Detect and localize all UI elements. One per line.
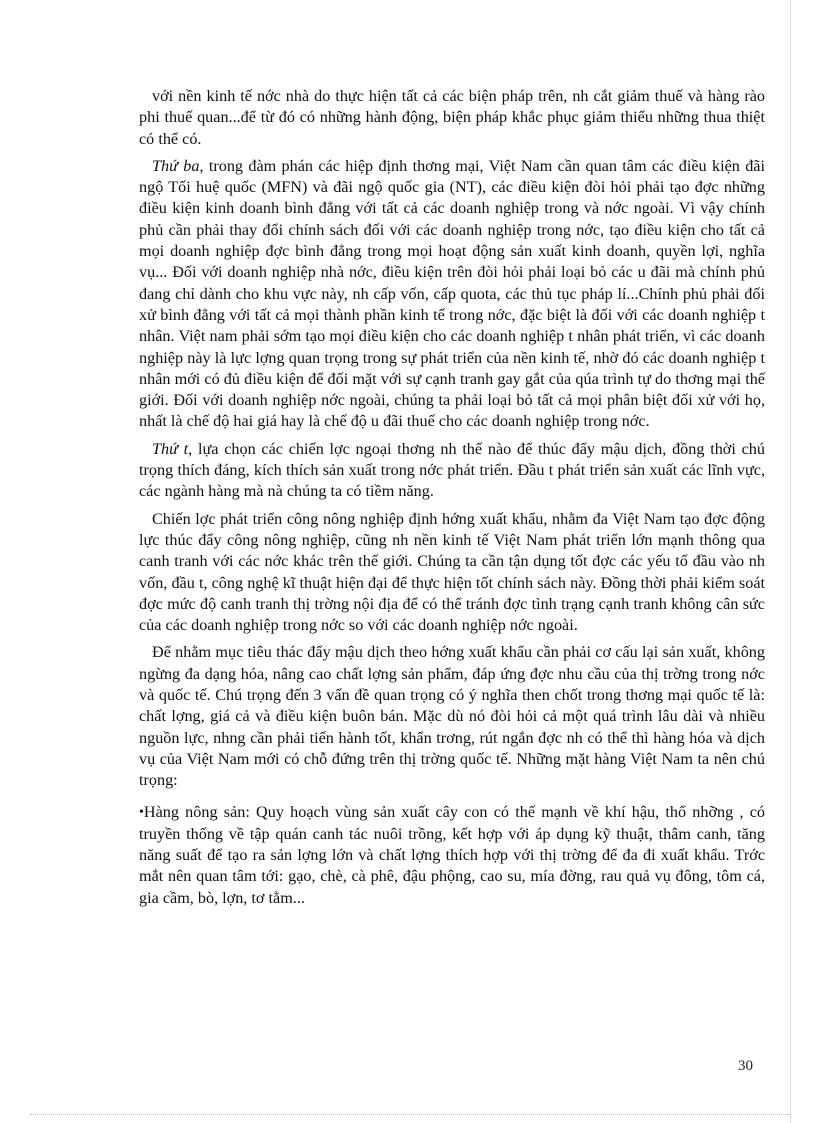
- paragraph-4-text: Chiến lợc phát triển công nông nghiệp định hớng xuất khẩu, nhằm đa Việt Nam tạo đợc động lực thúc đẩy công nông nghiệp, cũng nh nền kinh tế Việt Nam phát triển lớn mạnh thông qua canh tranh với các nớc khác trên thế giới. Chúng ta cần tận dụng tốt đợc các yếu tố đầu vào nh vốn, đầu t, công nghệ kĩ thuật hiện đại để thực hiện tốt chính sách này. Đồng thời phải kiểm soát đợc mức độ canh tranh thị trờng nội địa để có thể tránh đợc tình trạng cạnh tranh không cân sức của các doanh nghiệp trong nớc so với các doanh nghiệp nớc ngoài.: [139, 509, 765, 635]
- page-number: 30: [738, 1058, 753, 1074]
- bullet-item-text: Hàng nông sản: Quy hoạch vùng sản xuất cây con có thế mạnh về khí hậu, thổ nhỡng , có truyền thống về tập quán canh tác nuôi trồng, kết hợp với áp dụng kỹ thuật, thâm canh, tăng năng suất để tạo ra sản lợng lớn và chất lợng thích hợp với thị trờng để đa đi xuất khẩu. Trớc mắt nên quan tâm tới: gạo, chè, cà phê, đậu phộng, cao su, mía đờng, rau quả vụ đông, tôm cá, gia cầm, bò, lợn, tơ tằm...: [139, 802, 765, 907]
- bullet-item-agricultural-products: [139, 802, 765, 909]
- side-dotted-rule: [790, 0, 791, 1123]
- paragraph-5-text: Để nhằm mục tiêu thác đẩy mậu dịch theo hớng xuất khẩu cần phải cơ cấu lại sản xuất, không ngừng đa dạng hóa, nâng cao chất lợng sản phẩm, đáp ứng đợc nhu cầu của thị trờng trong nớc và quốc tế. Chú trọng đến 3 vấn đề quan trọng có ý nghĩa then chốt trong thơng mại quốc tế là: chất lợng, giá cả và điều kiện buôn bán. Mặc dù nó đòi hỏi cả một quá trình lâu dài và nhiều nguồn lực, nhng cần phải tiến hành tốt, khẩn trơng, rút ngắn đợc nh có thể thì hàng hóa và dịch vụ của Việt Nam mới có chỗ đứng trên thị trờng quốc tế. Những mặt hàng Việt Nam ta nên chú trọng:: [139, 643, 765, 790]
- paragraph-4: [139, 509, 765, 637]
- paragraph-3-lead: Thứ t,: [152, 439, 193, 458]
- paragraph-3-text: lựa chọn các chiến lợc ngoại thơng nh thế nào để thúc đẩy mậu dịch, đồng thời chú trọng thích đáng, kích thích sản xuất trong nớc phát triển. Đầu t phát triển sản xuất các lĩnh vực, các ngành hàng mà nà chúng ta có tiềm năng.: [139, 439, 765, 501]
- paragraph-2: [139, 156, 765, 433]
- paragraph-2-lead: Thứ ba: [152, 156, 200, 175]
- paragraph-2-text: , trong đàm phán các hiệp định thơng mại, Việt Nam cần quan tâm các điều kiện đãi ngộ Tối huệ quốc (MFN) và đãi ngộ quốc gia (NT), các điều kiện đòi hỏi phải tạo đợc những điều kiện kinh doanh bình đẳng với tất cả các doanh nghiệp trong và nớc ngoài. Vì vậy chính phủ cần phải thay đổi chính sách đối với các doanh nghiệp trong nớc, tạo điều kiện cho tất cả mọi doanh nghiệp đợc bình đẳng trong mọi hoạt động sản xuất kinh doanh, quyền lợi, nghĩa vụ... Đối với doanh nghiệp nhà nớc, điều kiện trên đòi hỏi phải loại bỏ các u đãi mà chính phủ đang chỉ dành cho khu vực này, nh cấp vốn, cấp quota, các thủ tục pháp lí...Chính phủ phải đối xử bình đẳng với tất cả mọi thành phần kinh tế trong nớc, đặc biệt là đối với các doanh nghiệp t nhân. Việt nam phải sớm tạo mọi điều kiện cho các doanh nghiệp t nhân phát triển, vì các doanh nghiệp này là lực lợng quan trọng trong sự phát triển của nền kinh tế, nhờ đó các doanh nghiệp t nhân mới có đủ điều kiện để đối mặt với sự cạnh tranh gay gắt của qúa trình tự do thơng mại thế giới. Đối với doanh nghiệp nớc ngoài, chúng ta phải loại bỏ tất cả mọi phân biệt đối xử với họ, nhất là chế độ hai giá hay là chế độ u đãi thuế cho các doanh nghiệp trong nớc.: [139, 156, 765, 431]
- bullet-icon: •: [139, 804, 144, 820]
- paragraph-1-text: với nền kinh tế nớc nhà do thực hiện tất cả các biện pháp trên, nh cắt giảm thuế và hàng rào phi thuế quan...để từ đó có những hành động, biện pháp khắc phục giảm thiểu những thua thiệt có thể có.: [139, 87, 765, 148]
- paragraph-3: [139, 439, 765, 503]
- paragraph-5: [139, 642, 765, 791]
- page-body: [139, 86, 765, 909]
- paragraph-1: [139, 86, 765, 150]
- footer-dotted-rule: [30, 1114, 790, 1115]
